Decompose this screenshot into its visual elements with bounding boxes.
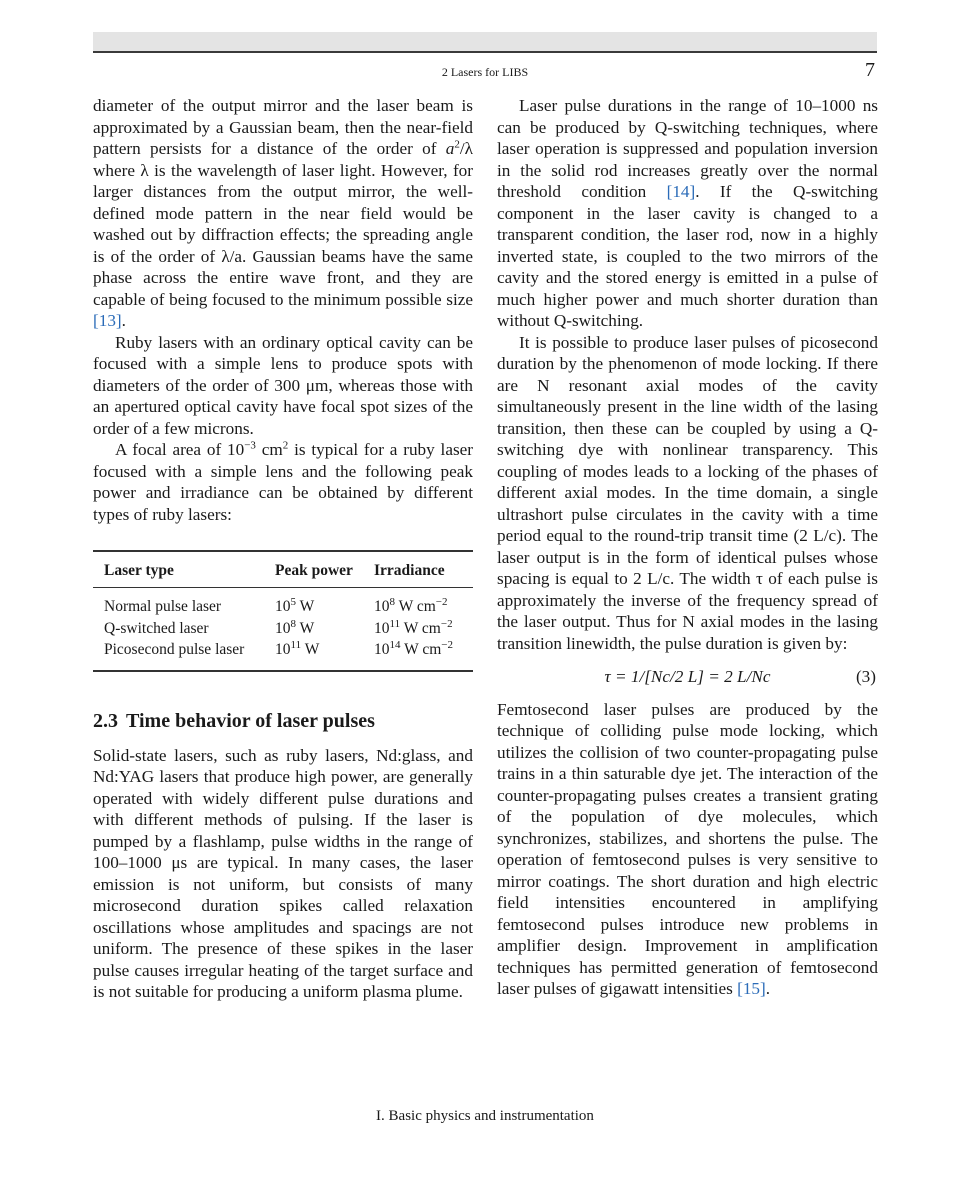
citation-13[interactable]: [13] xyxy=(93,311,122,330)
cell-peak-power: $10^8$ W xyxy=(275,617,315,637)
section-heading xyxy=(93,707,473,735)
equation-number: (3) xyxy=(855,667,876,686)
footer-part-title: I. Basic physics and instrumentation xyxy=(376,1108,594,1124)
table-row xyxy=(93,639,473,671)
cell-laser-type: Q-switched laser xyxy=(104,619,209,637)
paragraph-femtosecond: Femtosecond laser pulses are produced by the technique of colliding pulse mode locking, which utilizes the collision of two counter-propagating pulse trains in a thin saturable dye jet. The interaction of the counter-propagating pulses creates a transient grating of the population of dye molecules, which synchronizes, stabilizes, and shortens the pulse. The operation of femtosecond pulses is very sensitive to mirror coatings. The short duration and high electric field intensities encountered in amplifying femtosecond pulses introduce new problems in amplifier design. Improvement in amplification techniques has permitted generation of femtosecond laser pulses of gigawatt intensities [15]. xyxy=(497,699,878,998)
cell-laser-type: Picosecond pulse laser xyxy=(104,641,245,658)
equation-body: τ = 1/[Nc/2 L] = 2 L/Nc xyxy=(604,667,771,686)
header-bar xyxy=(93,32,877,53)
paragraph-focal-area: A focal area of $10^{-3}$ $cm^2$ is typical for a ruby laser focused with a simple lens and the following peak power and irradiance can be obtained by different types of ruby lasers: xyxy=(93,439,474,524)
section-title: Time behavior of laser pulses xyxy=(126,709,375,732)
table-row xyxy=(93,618,473,640)
citation-15[interactable]: [15] xyxy=(737,979,766,998)
cell-irradiance: $10^{11}$ W $cm^{-2}$ xyxy=(374,617,453,637)
table-header-laser-type: Laser type xyxy=(93,551,264,588)
cell-irradiance: $10^{14}$ W $cm^{-2}$ xyxy=(374,638,453,658)
left-column xyxy=(93,95,473,1003)
table-row xyxy=(93,588,473,618)
paragraph-gaussian-beam: diameter of the output mirror and the laser beam is approximated by a Gaussian beam, then the near-field pattern persists for a distance of the order of $a^2/\lambda$ where λ is the wavelength of laser light. However, for larger distances from the output mirror, the well-defined mode pattern in the near field would be washed out by diffraction effects; the spreading angle is of the order of λ/a. Gaussian beams have the same phase across the entire wave front, and they are capable of being focused to the minimum possible size [13]. xyxy=(93,96,473,330)
paragraph-ruby-lasers: Ruby lasers with an ordinary optical cavity can be focused with a simple lens to produce spots with diameters of the order of 300 μm, whereas those with an apertured optical cavity have focal spot sizes of the order of a few microns. xyxy=(93,332,473,438)
running-head xyxy=(93,59,877,84)
right-column xyxy=(497,95,878,1000)
paragraph-solid-state-lasers: Solid-state lasers, such as ruby lasers, Nd:glass, and Nd:YAG lasers that produce high power, are generally operated with widely different pulse durations and with different methods of pulsing. If the laser is pumped by a flashlamp, pulse widths in the range of 100–1000 μs are typical. In many cases, the laser emission is not uniform, but consists of many microsecond duration spikes called relaxation oscillations whose amplitudes and spacings are not uniform. The presence of these spikes in the laser pulse causes irregular heating of the target surface and is not suitable for producing a uniform plasma plume. xyxy=(93,745,473,1001)
table-header-peak-power: Peak power xyxy=(264,551,363,588)
table-header-irradiance: Irradiance xyxy=(363,551,473,588)
equation-3 xyxy=(497,666,878,688)
cell-peak-power: $10^{11}$ W xyxy=(275,638,320,658)
cell-irradiance: $10^8$ W $cm^{-2}$ xyxy=(374,595,448,615)
paragraph-mode-locking: It is possible to produce laser pulses of picosecond duration by the phenomenon of mode locking. If there are N resonant axial modes of the cavity simultaneously present in the line width of the lasing transition, then these can be coupled by using a Q-switching dye with nonlinear transparency. This coupling of modes leads to a locking of the phases of different axial modes. In the time domain, a single ultrashort pulse circulates in the cavity with a time period equal to the round-trip transit time (2 L/c). The laser output is in the form of identical pulses whose spacing is equal to 2 L/c. The width τ of each pulse is approximately the inverse of the frequency spread of the laser output. Thus for N axial modes in the lasing transition linewidth, the pulse duration is given by: xyxy=(497,332,878,653)
cell-laser-type: Normal pulse laser xyxy=(104,598,222,615)
section-number: 2.3 xyxy=(93,709,118,732)
citation-14[interactable]: [14] xyxy=(666,182,696,201)
ruby-laser-table xyxy=(93,550,473,672)
paragraph-q-switching: Laser pulse durations in the range of 10–1000 ns can be produced by Q-switching techniques, where laser operation is suppressed and population inversion in the solid rod increases greatly over the normal threshold condition [14]. If the Q-switching component in the laser cavity is changed to a transparent condition, the laser rod, now in a highly inverted state, is coupled to the two mirrors of the cavity and the stored energy is emitted in a pulse of much higher power and much shorter duration than without Q-switching. xyxy=(497,96,878,330)
page-number: 7 xyxy=(865,59,875,81)
cell-peak-power: $10^5$ W xyxy=(275,595,315,615)
chapter-title: 2 Lasers for LIBS xyxy=(441,65,529,79)
